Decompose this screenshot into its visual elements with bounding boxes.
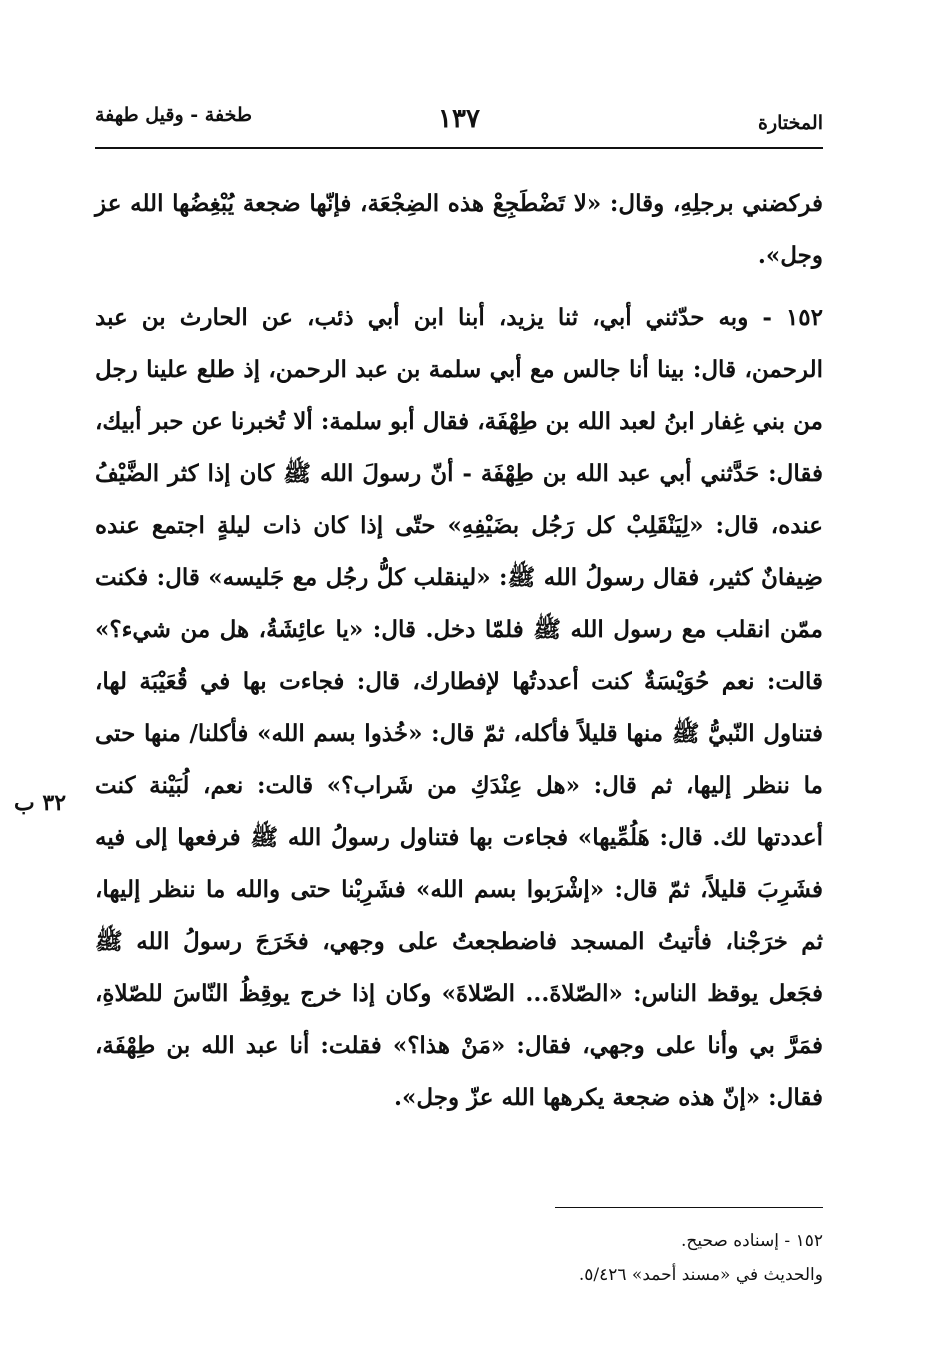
header-divider: [95, 147, 823, 149]
header-section-title: طخفة - وقيل طهفة: [95, 104, 252, 126]
footnote-line: ١٥٢ - إسناده صحيح.: [680, 1231, 823, 1251]
footnote-divider: [555, 1207, 823, 1208]
footnote-line: والحديث في «مسند أحمد» ٥/٤٢٦.: [578, 1265, 823, 1285]
paragraph-continuation: فركضني برجلِهِ، وقال: «لا تَضْطَجِعْ هذه الضِجْعَة، فإنّها ضجعة يُبْغِضُها الله عز وجل».: [95, 190, 823, 269]
manuscript-folio-note: ٣٢ ب: [14, 790, 67, 816]
main-text: [95, 178, 823, 1124]
header-book-title: المختارة: [758, 112, 823, 134]
footnotes: [95, 1224, 823, 1292]
paragraph-hadith-152: ١٥٢ - وبه حدّثني أبي، ثنا يزيد، أبنا ابن أبي ذئب، عن الحارث بن عبد الرحمن، قال: بينا أنا جالس مع أبي سلمة بن عبد الرحمن، إذ طلع علينا رجل من بني غِفار ابنُ لعبد الله بن طِهْفَة، فقال أبو سلمة: ألا تُخبرنا عن حبر أبيك، فقال: حَدَّثني أبي عبد الله بن طِهْفَة - أنّ رسولَ الله ﷺ كان إذا كثر الضَّيْفُ عنده، قال: «لِيَنْقَلِبْ كل رَجُل بضَيْفِهِ» حتّى إذا كان ذات ليلةٍ اجتمع عنده ضِيفانٌ كثير، فقال رسولُ الله ﷺ: «لينقلب كلُّ رجُل مع جَليسه» قال: فكنت ممّن انقلب مع رسول الله ﷺ فلمّا دخل. قال: «يا عائِشَةُ، هل من شيء؟» قالت: نعم حُوَيْسَةٌ كنت أعددتُها لإفطارك، قال: فجاءت بها في قُعَيْبَة لها، فتناول النّبيُّ ﷺ منها قليلاً فأكله، ثمّ قال: «خُذوا بسم الله» فأكلنا/ منها حتى ما ننظر إليها، ثم قال: «هل عِنْدَكِ من شَراب؟» قالت: نعم، لُبَيْنة كنت أعددتها لك. قال: هَلُمِّيها» فجاءت بها فتناول رسولُ الله ﷺ فرفعها إلى فيه فشَرِبَ قليلاً، ثمّ قال: «إشْرَبوا بسم الله» فشَرِبْنا حتى والله ما ننظر إليها، ثم خرَجْنا، فأتيتُ المسجد فاضطجعتُ على وجهي، فخَرَجَ رسولُ الله ﷺ فجَعل يوقظ الناس: «الصّلاةَ... الصّلاةَ» وكان إذا خرج يوقِظُ النّاسَ للصّلاةِ، فمَرَّ بي وأنا على وجهي، فقال: «مَنْ هذا؟» فقلت: أنا عبد الله بن طِهْفَة، فقال: «إنّ هذه ضجعة يكرهها الله عزّ وجل».: [95, 304, 823, 1111]
page-number: ١٣٧: [438, 104, 480, 134]
running-header: [95, 100, 823, 142]
